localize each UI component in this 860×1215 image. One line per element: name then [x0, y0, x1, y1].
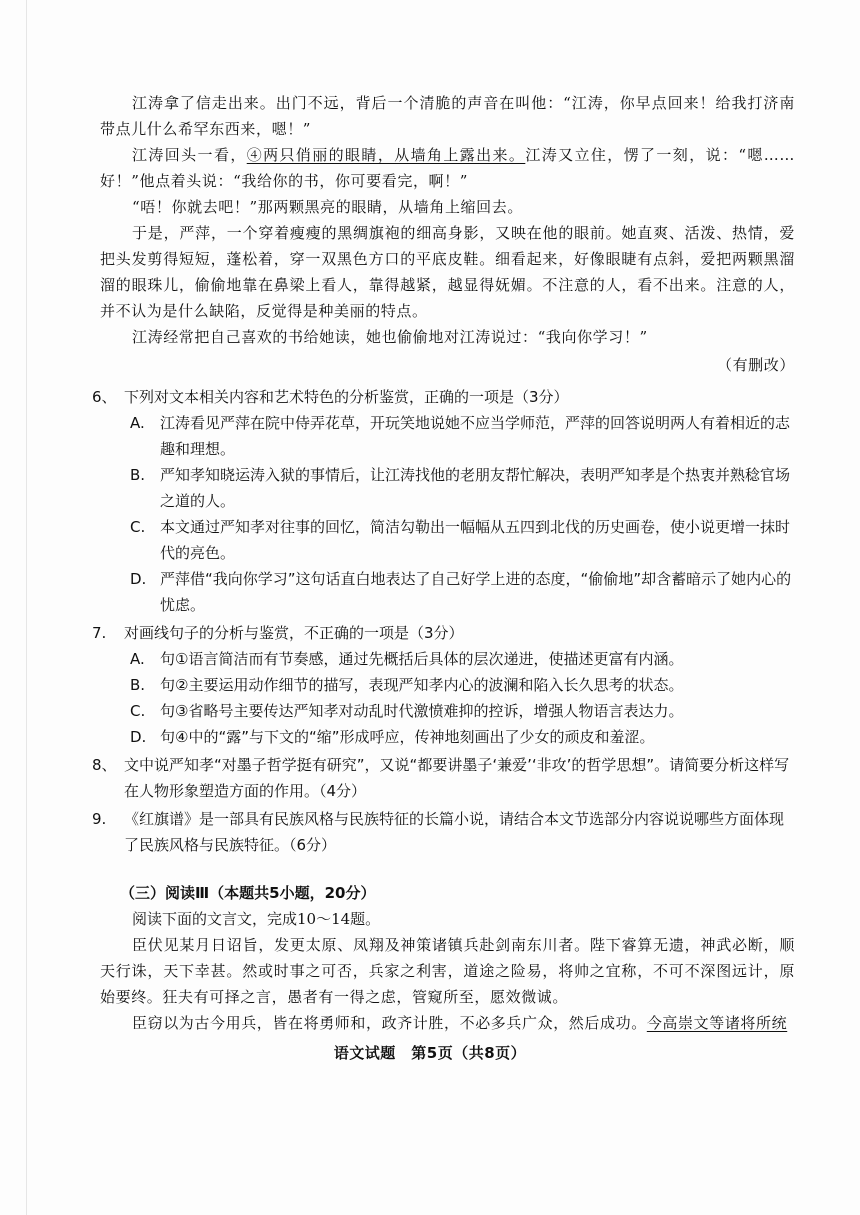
question-stem: [92, 752, 795, 804]
question-text: 下列对文本相关内容和艺术特色的分析鉴赏，正确的一项是（3分）: [124, 388, 569, 406]
passage-text: 江涛回头一看，: [132, 146, 247, 164]
page-edge: [26, 0, 27, 1215]
option-label: C.: [130, 518, 146, 536]
underlined-sentence-4: ④两只俏丽的眼睛，从墙角上露出来。: [246, 146, 526, 164]
option-a: [100, 410, 795, 462]
question-number: 7.: [92, 624, 107, 642]
question-stem: [92, 806, 795, 858]
classical-paragraph-2: [100, 1010, 795, 1036]
section-instruction: 阅读下面的文言文，完成10～14题。: [132, 910, 381, 928]
question-number: 9.: [92, 810, 107, 828]
option-d: [100, 566, 795, 618]
passage-paragraph-4: 于是，严萍，一个穿着瘦瘦的黑绸旗袍的细高身影，又映在他的眼前。她直爽、活泼、热情，爱把头发剪得短短，蓬松着，穿一双黑色方口的平底皮鞋。细看起来，好像眼睫有点斜，爱把两颗黑溜溜的眼珠儿，偷偷地靠在鼻梁上看人，靠得越紧，越显得妩媚。不注意的人，看不出来。注意的人，并不认为是什么缺陷，反觉得是种美丽的特点。: [100, 224, 795, 320]
edit-note: （有删改）: [716, 356, 795, 374]
option-text: 句③省略号主要传达严知孝对动乱时代激愤难抑的控诉，增强人物语言表达力。: [160, 702, 684, 720]
option-c: [100, 698, 795, 724]
passage-paragraph-5: 江涛经常把自己喜欢的书给她读，她也偷偷地对江涛说过：“我向你学习！”: [132, 328, 648, 346]
question-6: [92, 384, 795, 618]
option-c: [100, 514, 795, 566]
question-text: 《红旗谱》是一部具有民族风格与民族特征的长篇小说，请结合本文节选部分内容说说哪些方面体现了民族风格与民族特征。（6分）: [124, 810, 785, 854]
page-footer: 语文试题 第5页（共8页）: [333, 1044, 527, 1062]
question-text: 对画线句子的分析与鉴赏，不正确的一项是（3分）: [124, 624, 464, 642]
reading-passage: [100, 90, 795, 378]
option-d: [100, 724, 795, 750]
question-7: [92, 620, 795, 750]
classical-paragraph-1: 臣伏见某月日诏旨，发更太原、凤翔及神策诸镇兵赴剑南东川者。陛下睿算无遗，神武必断，顺天行诛，天下幸甚。然或时事之可否，兵家之利害，道途之险易，将帅之宜称，不可不深图远计，原始要终。狂夫有可择之言，愚者有一得之虑，管窥所至，愿效微诚。: [100, 936, 795, 1006]
option-b: [100, 672, 795, 698]
question-number: 6、: [92, 388, 117, 406]
question-text: 文中说严知孝“对墨子哲学挺有研究”，又说“都要讲墨子‘兼爱’‘非攻’的哲学思想”。请简要分析这样写在人物形象塑造方面的作用。（4分）: [124, 756, 790, 800]
option-label: D.: [130, 570, 147, 588]
option-label: B.: [130, 676, 146, 694]
page-content: [92, 90, 795, 1036]
option-a: [100, 646, 795, 672]
question-stem: [92, 384, 795, 410]
option-b: [100, 462, 795, 514]
option-text: 句④中的“露”与下文的“缩”形成呼应，传神地刻画出了少女的顽皮和羞涩。: [160, 728, 655, 746]
section-heading: （三）阅读Ⅲ（本题共5小题，20分）: [120, 884, 376, 902]
question-9: [92, 806, 795, 858]
classical-text: 臣窃以为古今用兵，皆在将勇师和，政齐计胜，不必多兵广众，然后成功。: [132, 1014, 647, 1032]
option-label: A.: [130, 650, 145, 668]
passage-paragraph-2: [100, 142, 795, 194]
option-label: A.: [130, 414, 145, 432]
option-label: C.: [130, 702, 146, 720]
underlined-sentence: 今高崇文等诸将所统: [646, 1014, 788, 1032]
option-label: B.: [130, 466, 146, 484]
question-stem: [92, 620, 795, 646]
option-label: D.: [130, 728, 147, 746]
option-text: 严萍借“我向你学习”这句话直白地表达了自己好学上进的态度，“偷偷地”却含蓄暗示了她内心的忧虑。: [160, 570, 792, 614]
option-text: 本文通过严知孝对往事的回忆，简洁勾勒出一幅幅从五四到北伐的历史画卷，使小说更增一抹时代的亮色。: [160, 518, 791, 562]
option-text: 严知孝知晓运涛入狱的事情后，让江涛找他的老朋友帮忙解决，表明严知孝是个热衷并熟稔官场之道的人。: [160, 466, 791, 510]
passage-paragraph-3: “唔！你就去吧！”那两颗黑亮的眼睛，从墙角上缩回去。: [132, 198, 523, 216]
passage-text: 江涛又立住，愣了一刻，说：“嗯……好！”他点着头说：“我给你的书，你可要看完，啊！”: [100, 146, 795, 190]
option-text: 句①语言简洁而有节奏感，通过先概括后具体的层次递进，使描述更富有内涵。: [160, 650, 684, 668]
passage-paragraph-1: 江涛拿了信走出来。出门不远，背后一个清脆的声音在叫他：“江涛，你早点回来！给我打济南带点儿什么希罕东西来，嗯！”: [100, 94, 795, 138]
option-text: 江涛看见严萍在院中侍弄花草，开玩笑地说她不应当学师范，严萍的回答说明两人有着相近的志趣和理想。: [160, 414, 791, 458]
question-8: [92, 752, 795, 804]
question-number: 8、: [92, 756, 117, 774]
option-text: 句②主要运用动作细节的描写，表现严知孝内心的波澜和陷入长久思考的状态。: [160, 676, 684, 694]
